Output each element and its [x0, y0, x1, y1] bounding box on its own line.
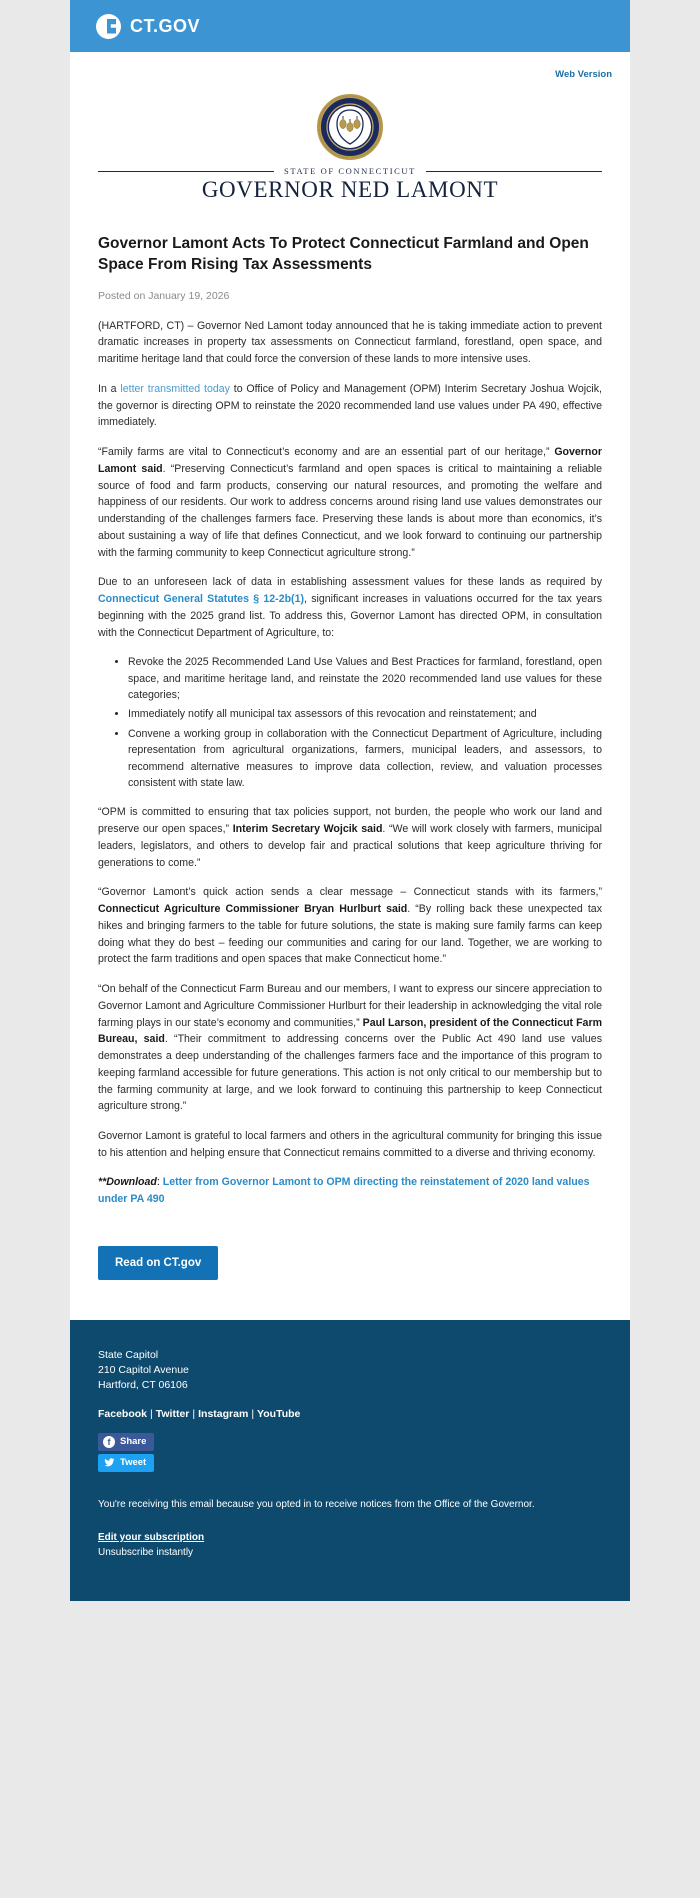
p5-post: . “We will work closely with farmers, municipal leaders, legislators, and others to develop fair and practical solutions that keep agriculture thriving for generations to come.”	[98, 823, 603, 869]
optin-notice: You're receiving this email because you opted in to receive notices from the Office of the Governor.	[98, 1498, 535, 1510]
email-container	[70, 0, 630, 1601]
state-label: STATE OF CONNECTICUT	[284, 166, 416, 176]
separator: |	[150, 1407, 153, 1420]
p3-post: . “Preserving Connecticut’s farmland and open spaces is critical to maintaining a reliable source of food and farm products, conserving our natural resources, and promoting the welfare and happiness of our residents. Our work to address concerns around rising land use values demonstrates our understanding of the challenges farmers face. Preserving these lands is about more than economics, it’s about sustaining a way of life that defines Connecticut, and we look forward to continuing our partnership with the farming community to keep Connecticut agriculture strong.”	[98, 462, 602, 559]
list-item: • Revoke the 2025 Recommended Land Use Values and Best Practices for farmland, forestland, open space, and maritime heritage land, and reinstate the 2020 recommended land use values for these categories;	[128, 654, 602, 703]
social-links-row	[98, 1408, 602, 1420]
separator: |	[251, 1407, 255, 1420]
twitter-icon	[103, 1457, 115, 1469]
governor-name: GOVERNOR NED LAMONT	[201, 177, 499, 202]
address-line-3: Hartford, CT 06106	[98, 1379, 188, 1392]
rule-left	[98, 171, 274, 172]
email-footer	[70, 1320, 630, 1601]
p4-post: , significant increases in valuations occurred for the tax years beginning with the 2025 grand list. To address this, Governor Lamont has directed OPM, in consultation with the Connecticut Department of Agriculture, to:	[98, 593, 602, 639]
separator: |	[192, 1407, 196, 1420]
article-body	[70, 215, 630, 1208]
paragraph-1: (HARTFORD, CT) – Governor Ned Lamont today announced that he is taking immediate action to prevent dramatic increases in property tax assessments on Connecticut farmland, forestland, open space, and maritime heritage land that could force the conversion of these lands to more intensive uses.	[98, 319, 602, 366]
p6-attribution: Connecticut Agriculture Commissioner Bryan Hurlburt said	[98, 903, 408, 916]
masthead	[70, 88, 630, 215]
paragraph-3	[98, 444, 602, 561]
p5-attribution: Interim Secretary Wojcik said	[232, 823, 383, 836]
general-statutes-link[interactable]: Connecticut General Statutes § 12-2b(1)	[98, 593, 304, 606]
cta-section	[70, 1216, 630, 1320]
ct-gov-logo[interactable]	[96, 14, 200, 39]
p3-pre: “Family farms are vital to Connecticut’s economy and are an essential part of our heritage,”	[98, 446, 555, 459]
subscription-links	[98, 1530, 602, 1561]
state-seal-icon	[317, 94, 383, 160]
ct-gov-logo-text: CT.GOV	[130, 15, 201, 36]
facebook-link[interactable]: Facebook	[98, 1407, 148, 1420]
edit-subscription-link[interactable]: Edit your subscription	[98, 1531, 205, 1543]
ct-gov-logo-icon	[96, 14, 121, 39]
address-line-1: State Capitol	[98, 1348, 159, 1361]
state-of-connecticut-line	[98, 166, 602, 176]
footer-address	[98, 1348, 602, 1394]
list-item: • Immediately notify all municipal tax assessors of this revocation and reinstatement; and	[128, 706, 602, 722]
p7-post: . “Their commitment to addressing concerns over the Public Act 490 land use values demonstrates a deep understanding of the challenges farmers face and the importance of this program to keeping farmland accessible for future generations. This action is not only critical to our membership but to the farming community at large, and we look forward to continuing this partnership to keep Connecticut agriculture strong.”	[98, 1033, 602, 1113]
p5-pre: “OPM is committed to ensuring that tax policies support, not burden, the people who work our land and preserve our open spaces,”	[98, 806, 602, 836]
address-line-2: 210 Capitol Avenue	[98, 1364, 189, 1377]
p4-pre: Due to an unforeseen lack of data in establishing assessment values for these lands as required by	[98, 576, 602, 589]
letter-transmitted-link[interactable]: letter transmitted today	[120, 382, 230, 395]
p7-attribution: Paul Larson, president of the Connecticut Farm Bureau, said	[98, 1016, 602, 1046]
unsubscribe-link[interactable]: Unsubscribe instantly	[98, 1547, 194, 1559]
posted-date: Posted on January 19, 2026	[98, 289, 230, 302]
paragraph-6	[98, 884, 602, 968]
web-version-link[interactable]: Web Version	[555, 69, 612, 80]
facebook-share-label: Share	[120, 1436, 147, 1448]
paragraph-8: Governor Lamont is grateful to local farmers and others in the agricultural community for bringing this issue to his attention and helping ensure that Connecticut remains committed to a diverse and thriving economy.	[98, 1129, 602, 1159]
twitter-tweet-label: Tweet	[120, 1457, 147, 1469]
youtube-link[interactable]: YouTube	[257, 1407, 301, 1420]
p2-pre: In a	[98, 382, 121, 395]
paragraph-4	[98, 574, 602, 641]
instagram-link[interactable]: Instagram	[198, 1407, 249, 1420]
paragraph-7	[98, 981, 602, 1115]
share-buttons	[98, 1432, 602, 1475]
rule-right	[426, 171, 602, 172]
p6-pre: “Governor Lamont’s quick action sends a clear message – Connecticut stands with its farmers,”	[98, 886, 602, 899]
p6-post: . “By rolling back these unexpected tax hikes and bringing farmers to the table for future solutions, the state is making sure family farms can keep doing what they do best – feeding our communities and caring for our land. Together, we are working to protect the farm traditions and open spaces that make Connecticut home.”	[98, 903, 602, 966]
download-letter-link[interactable]: Letter from Governor Lamont to OPM directing the reinstatement of 2020 land values under PA 490	[98, 1176, 590, 1206]
twitter-link[interactable]: Twitter	[155, 1407, 190, 1420]
p2-post: to Office of Policy and Management (OPM) Interim Secretary Joshua Wojcik, the governor is directing OPM to reinstate the 2020 recommended land use values under PA 490, effective immediately.	[98, 382, 602, 429]
brand-header	[70, 0, 630, 52]
download-label: **Download	[98, 1176, 157, 1189]
download-line	[98, 1174, 602, 1207]
list-item: • Convene a working group in collaboration with the Connecticut Department of Agriculture, including representation from agricultural organizations, farmers, municipal leaders, and assessors, to recommend alternative measures to improve data collection, review, and valuation processes consistent with state law.	[128, 726, 602, 792]
p7-pre: “On behalf of the Connecticut Farm Bureau and our members, I want to express our sincere appreciation to Governor Lamont and Agriculture Commissioner Hurlburt for their leadership in acknowledging the vital role farming plays in our state’s economy and communities,”	[98, 983, 602, 1029]
directive-list	[98, 654, 602, 791]
paragraph-5	[98, 804, 602, 871]
read-on-ctgov-button[interactable]: Read on CT.gov	[98, 1246, 218, 1280]
page-title: Governor Lamont Acts To Protect Connecticut Farmland and Open Space From Rising Tax Assessments	[98, 235, 589, 274]
download-separator: :	[156, 1176, 163, 1189]
facebook-icon: f	[103, 1436, 115, 1448]
paragraph-2	[98, 381, 602, 431]
twitter-tweet-button[interactable]	[98, 1454, 154, 1472]
web-version-bar	[70, 52, 630, 88]
p3-attribution: Governor Lamont said	[98, 446, 602, 475]
facebook-share-button[interactable]	[98, 1433, 154, 1451]
